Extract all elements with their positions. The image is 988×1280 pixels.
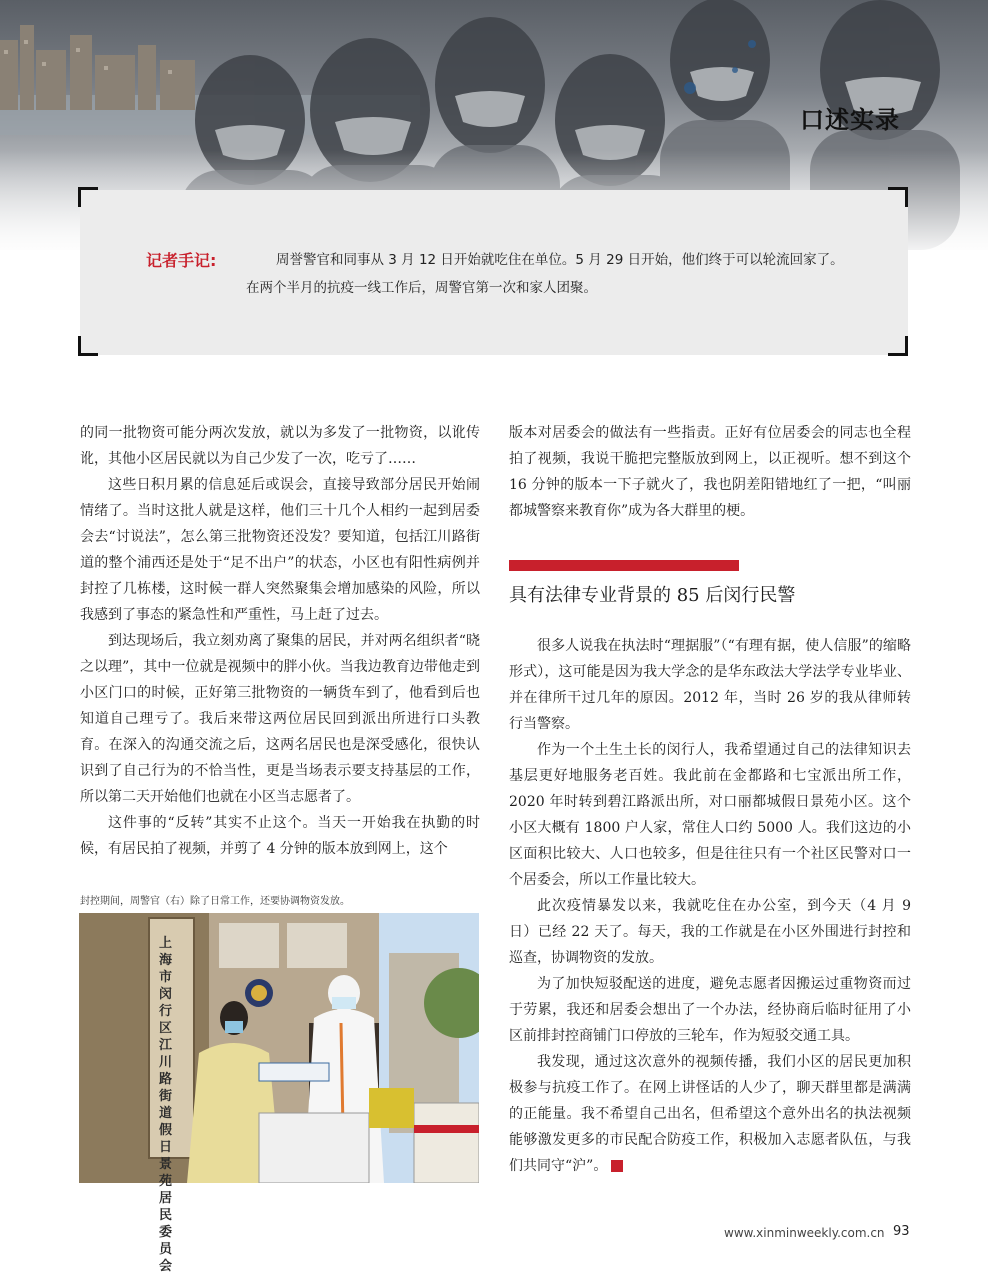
paragraph: 很多人说我在执法时“理据服”（“有理有据，使人信服”的缩略形式），这可能是因为我大学念的是华东政法大学法学专业毕业、并在律所干过几年的原因。2012 年，当时 26 岁的我从律师转行当警察。 xyxy=(509,638,911,732)
corner-bracket-top-left xyxy=(78,187,98,207)
photo-plaque-text: 上海市闵行区江川路街道假日景苑居民委员会 xyxy=(159,936,173,1274)
reporter-note-line-2: 在两个半月的抗疫一线工作后，周警官第一次和家人团聚。 xyxy=(246,280,597,296)
photo-illustration xyxy=(79,913,479,1183)
article-photo xyxy=(79,913,479,1183)
paragraph: 的同一批物资可能分两次发放，就以为多发了一批物资，以讹传讹，其他小区居民就以为自己少发了一次，吃亏了…… xyxy=(80,425,480,467)
end-mark-icon: 民 xyxy=(611,1160,623,1172)
reporter-note-line-1: 周誉警官和同事从 3 月 12 日开始就吃住在单位。5 月 29 日开始，他们终于可以轮流回家了。 xyxy=(276,252,844,268)
paragraph-last xyxy=(509,1049,911,1179)
paragraph: 版本对居委会的做法有一些指责。正好有位居委会的同志也全程拍了视频，我说干脆把完整版放到网上，以正视听。想不到这个 16 分钟的版本一下子就火了，我也阴差阳错地红了一把，“叫丽都城警察来教育你”成为各大群里的梗。 xyxy=(509,425,911,519)
paragraph: 到达现场后，我立刻劝离了聚集的居民，并对两名组织者“晓之以理”，其中一位就是视频中的胖小伙。当我边教育边带他走到小区门口的时候，正好第三批物资的一辆货车到了，他看到后也知道自己理亏了。我后来带这两位居民回到派出所进行口头教育。在深入的沟通交流之后，这两名居民也是深受感化，很快认识到了自己行为的不恰当性，更是当场表示要支持基层的工作，所以第二天开始他们也就在小区当志愿者了。 xyxy=(80,633,480,805)
section-subhead: 具有法律专业背景的 85 后闵行民警 xyxy=(509,585,796,606)
reporter-note-box xyxy=(80,190,908,355)
paragraph: 这件事的“反转”其实不止这个。当天一开始我在执勤的时候，有居民拍了视频，并剪了 4 分钟的版本放到网上，这个 xyxy=(80,815,480,857)
article-left-column xyxy=(80,420,480,862)
photo-caption: 封控期间，周警官（右）除了日常工作，还要协调物资发放。 xyxy=(80,896,350,907)
footer-url: www.xinminweekly.com.cn xyxy=(724,1226,885,1240)
paragraph: 作为一个土生土长的闵行人，我希望通过自己的法律知识去基层更好地服务老百姓。我此前在金都路和七宝派出所工作，2020 年时转到碧江路派出所，对口丽都城假日景苑小区。这个小区大概有 1800 户人家，常住人口约 5000 人。我们这边的小区面积比较大、人口也较多，但是往往只有一个社区民警对口一个居委会，所以工作量比较大。 xyxy=(509,742,911,888)
paragraph: 此次疫情暴发以来，我就吃住在办公室，到今天（4 月 9 日）已经 22 天了。每天，我的工作就是在小区外围进行封控和巡查，协调物资的发放。 xyxy=(509,898,911,966)
article-right-column-top xyxy=(509,420,911,524)
section-tag: 口述实录 xyxy=(800,106,900,134)
article-right-column xyxy=(509,633,911,1179)
paragraph: 为了加快短驳配送的进度，避免志愿者因搬运过重物资而过于劳累，我还和居委会想出了一个办法，经协商后临时征用了小区前排封控商铺门口停放的三轮车，作为短驳交通工具。 xyxy=(509,976,911,1044)
corner-bracket-top-right xyxy=(888,187,908,207)
paragraph-text: 我发现，通过这次意外的视频传播，我们小区的居民更加积极参与抗疫工作了。在网上讲怪话的人少了，聊天群里都是满满的正能量。我不希望自己出名，但希望这个意外出名的执法视频能够激发更多的市民配合防疫工作，积极加入志愿者队伍，与我们共同守“沪”。 xyxy=(509,1054,911,1174)
reporter-note-label: 记者手记: xyxy=(146,251,217,270)
corner-bracket-bottom-left xyxy=(78,336,98,356)
paragraph: 这些日积月累的信息延后或误会，直接导致部分居民开始闹情绪了。当时这批人就是这样，他们三十几个人相约一起到居委会去“讨说法”，怎么第三批物资还没发？要知道，包括江川路街道的整个浦西还是处于“足不出户”的状态，小区也有阳性病例并封控了几栋楼，这时候一群人突然聚集会增加感染的风险，所以我感到了事态的紧急性和严重性，马上赶了过去。 xyxy=(80,477,480,623)
corner-bracket-bottom-right xyxy=(888,336,908,356)
subhead-accent-bar xyxy=(509,560,739,571)
page-number: 93 xyxy=(893,1224,910,1239)
